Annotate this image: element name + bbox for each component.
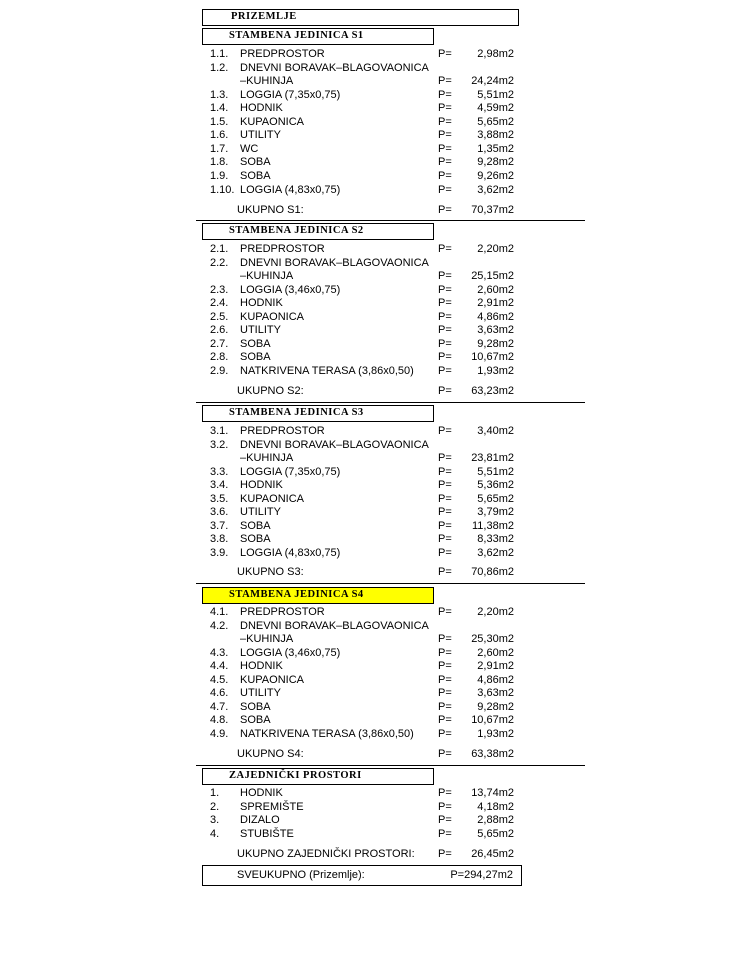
room-number: 1.8. bbox=[210, 156, 229, 169]
room-area: 9,28m2 bbox=[477, 156, 514, 169]
area-prefix: P= bbox=[438, 827, 452, 840]
section-total-label: UKUPNO ZAJEDNIČKI PROSTORI: bbox=[237, 848, 415, 860]
section-total-value: 70,37m2 bbox=[471, 204, 514, 216]
room-number: 1.9. bbox=[210, 169, 229, 182]
room-name: LOGGIA (7,35x0,75) bbox=[240, 465, 341, 478]
room-row bbox=[0, 425, 744, 439]
section-total-row bbox=[0, 385, 744, 399]
room-row bbox=[0, 620, 744, 634]
room-number: 2.9. bbox=[210, 364, 229, 377]
section-total-row bbox=[0, 566, 744, 580]
room-row bbox=[0, 660, 744, 674]
room-area: 4,59m2 bbox=[477, 102, 514, 115]
section-header-box bbox=[202, 768, 434, 785]
room-number: 4.3. bbox=[210, 646, 229, 659]
room-row bbox=[0, 270, 744, 284]
area-prefix: P= bbox=[438, 673, 452, 686]
room-area: 11,38m2 bbox=[472, 519, 514, 532]
room-name: SOBA bbox=[240, 337, 271, 350]
room-area: 1,93m2 bbox=[477, 728, 514, 740]
room-area: 3,88m2 bbox=[477, 129, 514, 142]
area-prefix: P= bbox=[438, 519, 452, 532]
grand-total-label: SVEUKUPNO (Prizemlje): bbox=[237, 869, 365, 881]
section-total-label: UKUPNO S2: bbox=[237, 385, 304, 397]
room-number: 3.3. bbox=[210, 465, 229, 478]
room-area: 25,30m2 bbox=[471, 633, 514, 646]
section-header-box bbox=[202, 587, 434, 604]
room-number: 2.3. bbox=[210, 283, 229, 296]
room-row bbox=[0, 338, 744, 352]
area-prefix: P= bbox=[438, 800, 452, 813]
section-total-value: 70,86m2 bbox=[471, 566, 514, 578]
room-row bbox=[0, 466, 744, 480]
area-prefix: P= bbox=[438, 687, 452, 700]
section-divider bbox=[196, 765, 585, 766]
area-prefix: P= bbox=[438, 102, 452, 115]
room-name: DIZALO bbox=[240, 814, 280, 827]
room-row bbox=[0, 257, 744, 271]
room-area: 3,63m2 bbox=[477, 687, 514, 700]
section-total-label: UKUPNO S4: bbox=[237, 748, 304, 760]
room-area: 3,62m2 bbox=[477, 183, 514, 196]
room-name: NATKRIVENA TERASA (3,86x0,50) bbox=[240, 364, 414, 377]
area-prefix: P= bbox=[438, 452, 452, 465]
area-prefix: P= bbox=[438, 492, 452, 505]
area-prefix: P= bbox=[438, 270, 452, 283]
section-total-row bbox=[0, 748, 744, 762]
room-row bbox=[0, 297, 744, 311]
room-row bbox=[0, 351, 744, 365]
room-area: 5,51m2 bbox=[477, 88, 514, 101]
area-prefix: P= bbox=[438, 506, 452, 519]
room-number: 3.4. bbox=[210, 479, 229, 492]
area-prefix: P= bbox=[438, 337, 452, 350]
room-area: 2,91m2 bbox=[477, 297, 514, 310]
room-area: 5,65m2 bbox=[477, 492, 514, 505]
room-number: 2.7. bbox=[210, 337, 229, 350]
area-prefix: P= bbox=[438, 814, 452, 827]
section-header: STAMBENA JEDINICA S1 bbox=[229, 30, 364, 41]
area-prefix: P= bbox=[438, 169, 452, 182]
room-name: PREDPROSTOR bbox=[240, 606, 325, 618]
area-prefix: P= bbox=[438, 310, 452, 323]
section-header-box bbox=[202, 223, 434, 240]
room-number: 1.1. bbox=[210, 48, 229, 60]
section-total-row bbox=[0, 848, 744, 862]
area-prefix: P= bbox=[438, 142, 452, 155]
room-number: 4.7. bbox=[210, 700, 229, 713]
area-prefix: P= bbox=[438, 465, 452, 478]
room-name: SOBA bbox=[240, 519, 271, 532]
room-row bbox=[0, 606, 744, 620]
room-area: 25,15m2 bbox=[471, 270, 514, 283]
room-area: 10,67m2 bbox=[471, 714, 514, 727]
room-number: 4.9. bbox=[210, 728, 229, 740]
room-row bbox=[0, 365, 744, 379]
room-name: KUPAONICA bbox=[240, 673, 304, 686]
section-total-row bbox=[0, 204, 744, 218]
area-prefix: P= bbox=[438, 606, 452, 618]
room-area: 5,65m2 bbox=[477, 827, 514, 840]
room-name: LOGGIA (3,46x0,75) bbox=[240, 646, 341, 659]
room-number: 4.2. bbox=[210, 619, 229, 632]
section-header-box bbox=[202, 28, 434, 45]
area-prefix: P= bbox=[438, 848, 452, 860]
room-row bbox=[0, 633, 744, 647]
room-number: 3.2. bbox=[210, 438, 229, 451]
room-name: SPREMIŠTE bbox=[240, 800, 304, 813]
room-number: 3.8. bbox=[210, 533, 229, 546]
room-name: –KUHINJA bbox=[240, 75, 294, 88]
section-total-value: 63,23m2 bbox=[471, 385, 514, 397]
room-area: 4,18m2 bbox=[477, 800, 514, 813]
room-name: DNEVNI BORAVAK–BLAGOVAONICA bbox=[240, 438, 429, 451]
room-name: SOBA bbox=[240, 351, 271, 364]
area-prefix: P= bbox=[438, 129, 452, 142]
room-name: SOBA bbox=[240, 156, 271, 169]
room-number: 1.2. bbox=[210, 61, 229, 74]
area-prefix: P= bbox=[438, 425, 452, 437]
room-name: KUPAONICA bbox=[240, 492, 304, 505]
room-number: 1.6. bbox=[210, 129, 229, 142]
room-area: 5,51m2 bbox=[477, 465, 514, 478]
area-prefix: P= bbox=[438, 156, 452, 169]
room-number: 2.5. bbox=[210, 310, 229, 323]
area-prefix: P= bbox=[438, 728, 452, 740]
section-divider bbox=[196, 583, 585, 584]
room-row bbox=[0, 801, 744, 815]
room-name: HODNIK bbox=[240, 787, 283, 799]
area-prefix: P= bbox=[438, 183, 452, 196]
room-row bbox=[0, 102, 744, 116]
room-name: –KUHINJA bbox=[240, 452, 294, 465]
page-title: PRIZEMLJE bbox=[231, 11, 297, 22]
room-row bbox=[0, 439, 744, 453]
room-area: 2,20m2 bbox=[477, 606, 514, 618]
room-row bbox=[0, 48, 744, 62]
room-name: PREDPROSTOR bbox=[240, 243, 325, 255]
room-area: 5,36m2 bbox=[477, 479, 514, 492]
room-row bbox=[0, 129, 744, 143]
room-area: 3,40m2 bbox=[477, 425, 514, 437]
room-name: HODNIK bbox=[240, 297, 283, 310]
room-row bbox=[0, 143, 744, 157]
room-row bbox=[0, 674, 744, 688]
room-number: 2.6. bbox=[210, 324, 229, 337]
room-area: 9,26m2 bbox=[477, 169, 514, 182]
room-name: UTILITY bbox=[240, 506, 281, 519]
room-name: LOGGIA (4,83x0,75) bbox=[240, 183, 341, 196]
room-number: 3.7. bbox=[210, 519, 229, 532]
room-row bbox=[0, 184, 744, 198]
room-row bbox=[0, 547, 744, 561]
room-number: 3.5. bbox=[210, 492, 229, 505]
room-name: SOBA bbox=[240, 169, 271, 182]
area-prefix: P= bbox=[438, 297, 452, 310]
room-number: 1.3. bbox=[210, 88, 229, 101]
room-row bbox=[0, 814, 744, 828]
room-area: 2,91m2 bbox=[477, 660, 514, 673]
room-name: LOGGIA (3,46x0,75) bbox=[240, 283, 341, 296]
area-prefix: P= bbox=[438, 88, 452, 101]
room-number: 1. bbox=[210, 787, 220, 799]
room-number: 2.4. bbox=[210, 297, 229, 310]
section-header: STAMBENA JEDINICA S4 bbox=[229, 589, 364, 600]
room-area: 2,88m2 bbox=[477, 814, 514, 827]
section-total-value: 26,45m2 bbox=[471, 848, 514, 860]
room-number: 4.5. bbox=[210, 673, 229, 686]
section-header: STAMBENA JEDINICA S2 bbox=[229, 225, 364, 236]
room-row bbox=[0, 452, 744, 466]
room-name: KUPAONICA bbox=[240, 310, 304, 323]
room-area: 8,33m2 bbox=[477, 533, 514, 546]
room-name: PREDPROSTOR bbox=[240, 425, 325, 437]
room-area: 10,67m2 bbox=[471, 351, 514, 364]
room-area: 9,28m2 bbox=[477, 700, 514, 713]
room-number: 2.2. bbox=[210, 256, 229, 269]
room-row bbox=[0, 156, 744, 170]
area-prefix: P= bbox=[438, 479, 452, 492]
room-area: 3,63m2 bbox=[477, 324, 514, 337]
room-name: HODNIK bbox=[240, 102, 283, 115]
section-total-label: UKUPNO S3: bbox=[237, 566, 304, 578]
room-name: SOBA bbox=[240, 533, 271, 546]
room-number: 1.10. bbox=[210, 183, 235, 196]
room-row bbox=[0, 89, 744, 103]
room-name: DNEVNI BORAVAK–BLAGOVAONICA bbox=[240, 619, 429, 632]
area-prefix: P= bbox=[438, 283, 452, 296]
room-name: KUPAONICA bbox=[240, 115, 304, 128]
area-prefix: P= bbox=[438, 633, 452, 646]
room-row bbox=[0, 493, 744, 507]
room-name: UTILITY bbox=[240, 129, 281, 142]
section-header: ZAJEDNIČKI PROSTORI bbox=[229, 770, 362, 781]
room-row bbox=[0, 75, 744, 89]
room-number: 1.7. bbox=[210, 142, 229, 155]
area-prefix: P= bbox=[438, 351, 452, 364]
section-total-value: 63,38m2 bbox=[471, 748, 514, 760]
title-box bbox=[202, 9, 519, 26]
room-number: 3. bbox=[210, 814, 220, 827]
room-name: HODNIK bbox=[240, 479, 283, 492]
room-row bbox=[0, 62, 744, 76]
room-number: 3.6. bbox=[210, 506, 229, 519]
room-number: 4.8. bbox=[210, 714, 229, 727]
room-row bbox=[0, 170, 744, 184]
area-prefix: P= bbox=[438, 115, 452, 128]
room-area: 2,98m2 bbox=[477, 48, 514, 60]
room-row bbox=[0, 284, 744, 298]
room-row bbox=[0, 506, 744, 520]
area-prefix: P= bbox=[438, 748, 452, 760]
room-number: 1.5. bbox=[210, 115, 229, 128]
room-row bbox=[0, 828, 744, 842]
room-area: 2,60m2 bbox=[477, 646, 514, 659]
room-name: DNEVNI BORAVAK–BLAGOVAONICA bbox=[240, 256, 429, 269]
room-row bbox=[0, 647, 744, 661]
section-header-box bbox=[202, 405, 434, 422]
room-name: –KUHINJA bbox=[240, 270, 294, 283]
room-area: 9,28m2 bbox=[477, 337, 514, 350]
room-area: 4,86m2 bbox=[477, 310, 514, 323]
room-number: 4. bbox=[210, 827, 220, 840]
room-row bbox=[0, 479, 744, 493]
area-prefix: P= bbox=[438, 566, 452, 578]
section-header: STAMBENA JEDINICA S3 bbox=[229, 407, 364, 418]
room-name: STUBIŠTE bbox=[240, 827, 294, 840]
room-number: 3.1. bbox=[210, 425, 229, 437]
area-prefix: P= bbox=[438, 787, 452, 799]
section-total-label: UKUPNO S1: bbox=[237, 204, 304, 216]
room-number: 3.9. bbox=[210, 547, 229, 559]
area-prefix: P= bbox=[438, 700, 452, 713]
room-number: 4.6. bbox=[210, 687, 229, 700]
room-name: UTILITY bbox=[240, 324, 281, 337]
room-number: 4.1. bbox=[210, 606, 229, 618]
room-name: HODNIK bbox=[240, 660, 283, 673]
room-row bbox=[0, 701, 744, 715]
room-area: 13,74m2 bbox=[471, 787, 514, 799]
area-prefix: P= bbox=[438, 714, 452, 727]
room-row bbox=[0, 687, 744, 701]
room-row bbox=[0, 243, 744, 257]
room-number: 1.4. bbox=[210, 102, 229, 115]
room-number: 2.1. bbox=[210, 243, 229, 255]
room-row bbox=[0, 116, 744, 130]
area-prefix: P= bbox=[438, 364, 452, 377]
room-number: 4.4. bbox=[210, 660, 229, 673]
room-name: DNEVNI BORAVAK–BLAGOVAONICA bbox=[240, 61, 429, 74]
room-area: 2,20m2 bbox=[477, 243, 514, 255]
room-row bbox=[0, 520, 744, 534]
area-prefix: P= bbox=[438, 533, 452, 546]
room-area: 3,62m2 bbox=[477, 547, 514, 559]
room-name: SOBA bbox=[240, 700, 271, 713]
room-area: 1,35m2 bbox=[477, 142, 514, 155]
room-row bbox=[0, 714, 744, 728]
area-prefix: P= bbox=[438, 385, 452, 397]
room-area: 24,24m2 bbox=[471, 75, 514, 88]
section-divider bbox=[196, 402, 585, 403]
room-row bbox=[0, 533, 744, 547]
room-name: –KUHINJA bbox=[240, 633, 294, 646]
area-prefix: P= bbox=[438, 243, 452, 255]
area-prefix: P= bbox=[438, 324, 452, 337]
room-area: 5,65m2 bbox=[477, 115, 514, 128]
room-row bbox=[0, 324, 744, 338]
area-prefix: P= bbox=[438, 75, 452, 88]
room-name: WC bbox=[240, 142, 259, 155]
room-name: LOGGIA (4,83x0,75) bbox=[240, 547, 341, 559]
room-name: SOBA bbox=[240, 714, 271, 727]
room-name: NATKRIVENA TERASA (3,86x0,50) bbox=[240, 728, 414, 740]
area-prefix: P= bbox=[438, 646, 452, 659]
section-divider bbox=[196, 220, 585, 221]
room-name: LOGGIA (7,35x0,75) bbox=[240, 88, 341, 101]
room-area: 3,79m2 bbox=[477, 506, 514, 519]
room-area: 1,93m2 bbox=[477, 364, 514, 377]
area-prefix: P= bbox=[438, 547, 452, 559]
area-prefix: P= bbox=[438, 660, 452, 673]
room-name: UTILITY bbox=[240, 687, 281, 700]
room-row bbox=[0, 728, 744, 742]
room-area: 4,86m2 bbox=[477, 673, 514, 686]
room-number: 2. bbox=[210, 800, 220, 813]
room-area: 23,81m2 bbox=[471, 452, 514, 465]
room-row bbox=[0, 787, 744, 801]
area-prefix: P= bbox=[438, 48, 452, 60]
room-number: 2.8. bbox=[210, 351, 229, 364]
room-area: 2,60m2 bbox=[477, 283, 514, 296]
grand-total-box bbox=[202, 865, 522, 886]
grand-total-value: P=294,27m2 bbox=[450, 869, 513, 881]
area-prefix: P= bbox=[438, 204, 452, 216]
room-name: PREDPROSTOR bbox=[240, 48, 325, 60]
room-row bbox=[0, 311, 744, 325]
